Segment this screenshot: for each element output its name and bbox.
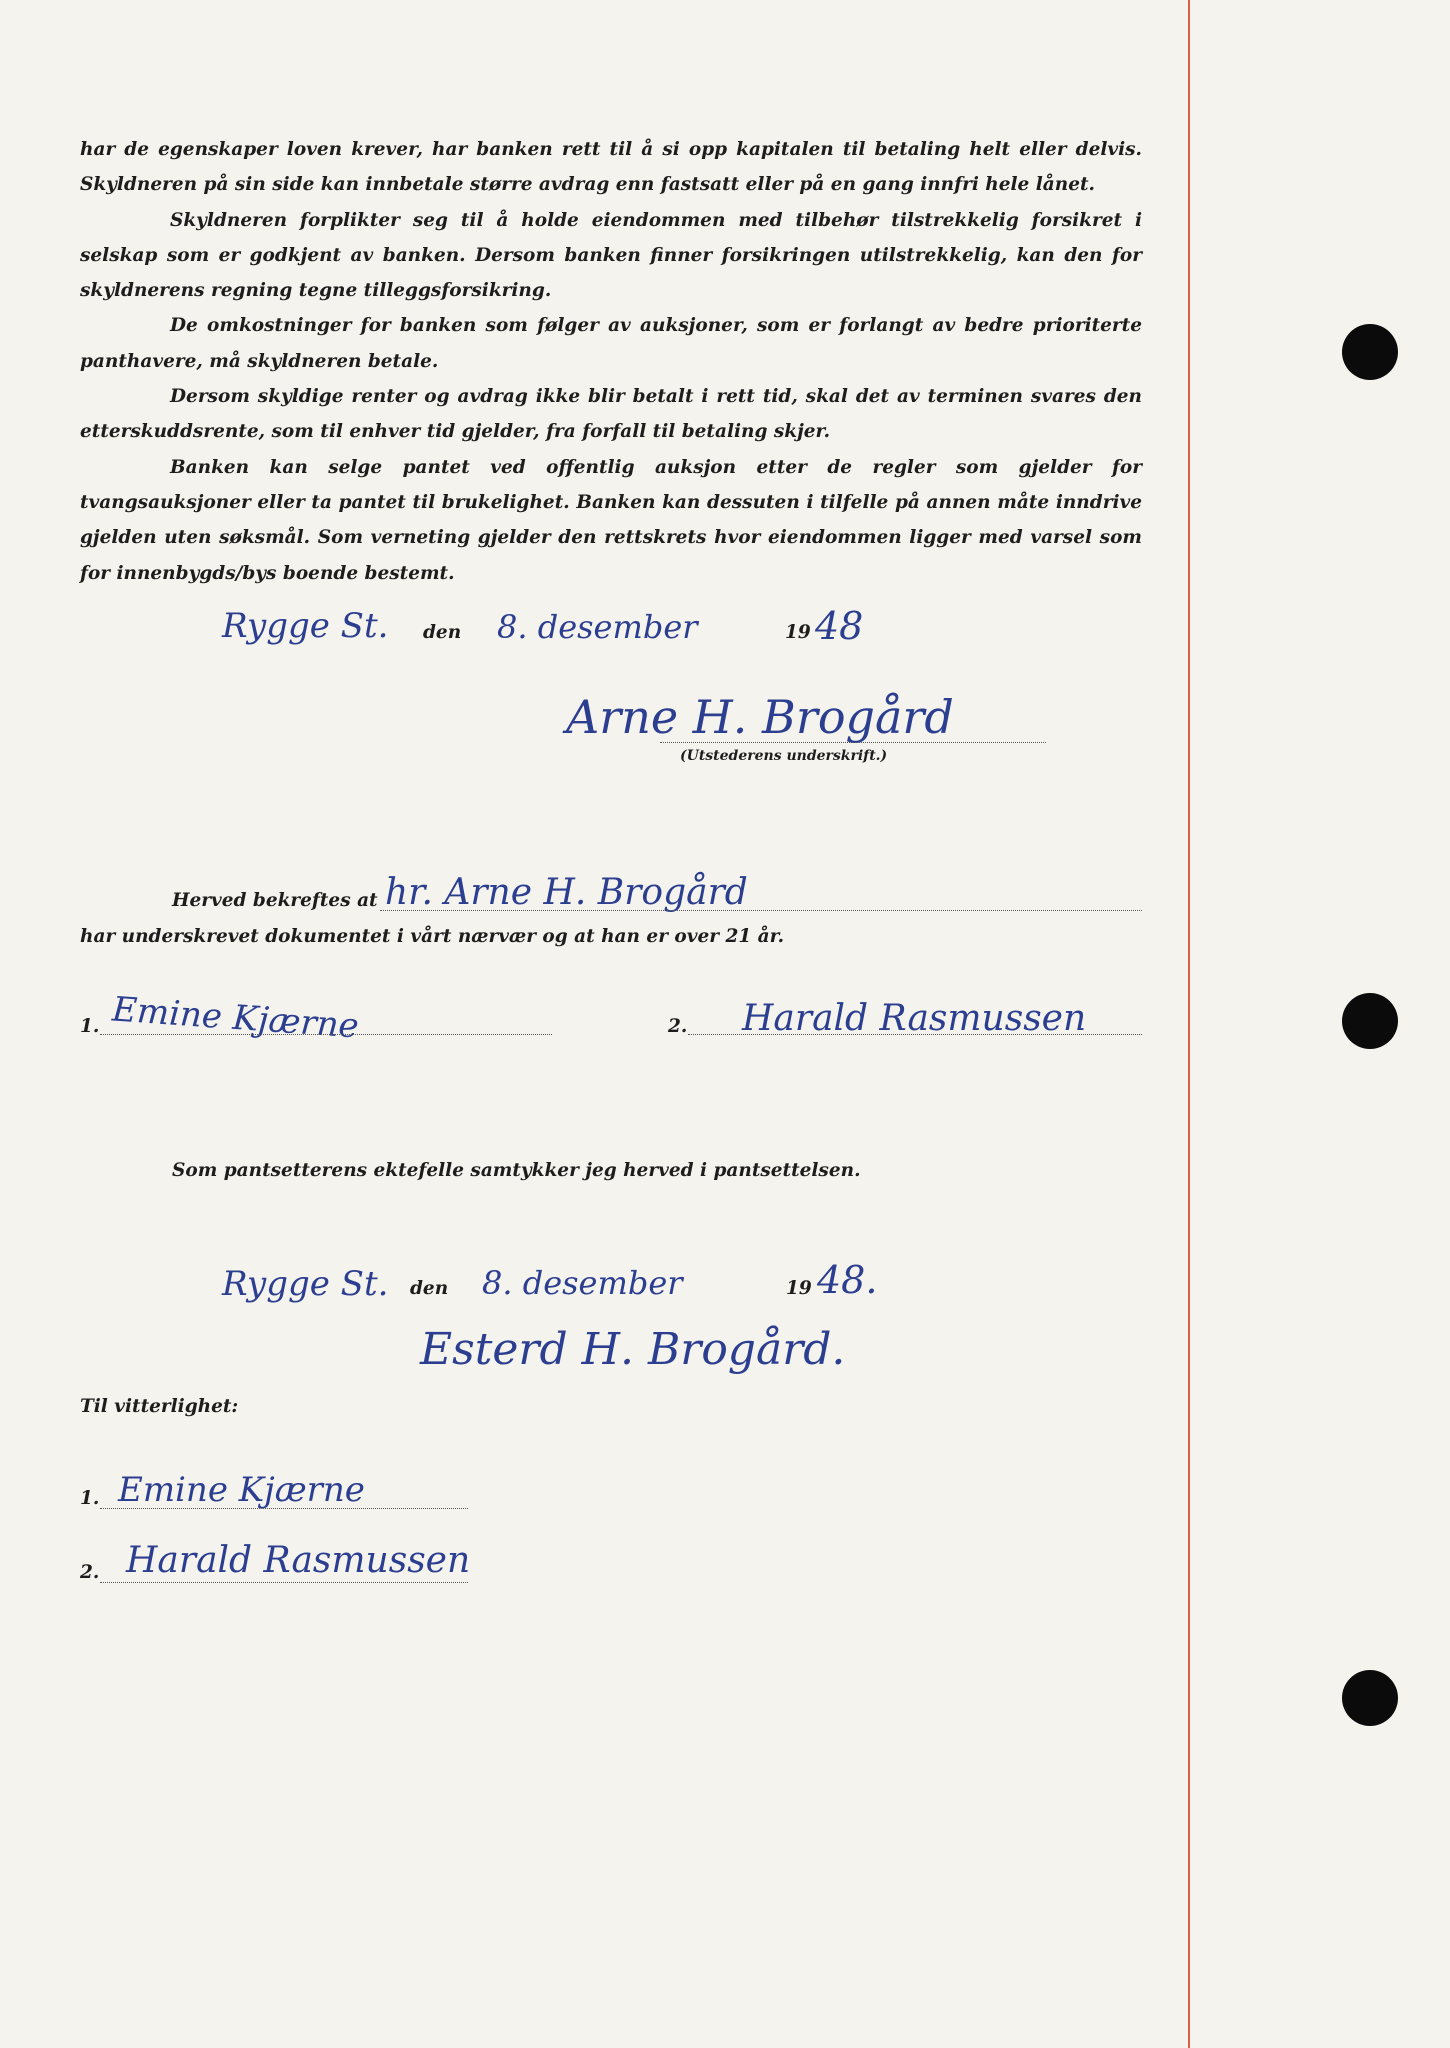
witness2-number: 2. [668, 1016, 688, 1037]
herved-label: Herved bekreftes at [172, 890, 378, 911]
witness1-signature: Emine Kjærne [110, 989, 361, 1047]
spouse-year-prefix: 19 [786, 1278, 812, 1299]
witnessing-line-1 [100, 1508, 468, 1509]
spouse-den-label: den [410, 1278, 449, 1299]
witnessing-label: Til vitterlighet: [80, 1396, 239, 1417]
witnessing-signature-2: Harald Rasmussen [126, 1540, 471, 1581]
confirmation-name-line [380, 910, 1142, 911]
spouse-year-suffix: 48. [817, 1258, 878, 1302]
confirmation-statement: har underskrevet dokumentet i vårt nærvær og at han er over 21 år. [80, 926, 785, 947]
issuer-year-suffix: 48 [815, 604, 864, 648]
issuer-signature: Arne H. Brogård [566, 690, 954, 744]
spouse-place: Rygge St. [222, 1264, 389, 1304]
punch-hole-middle [1342, 993, 1398, 1049]
witness2-signature: Harald Rasmussen [742, 998, 1087, 1039]
spouse-date: 8. desember [482, 1264, 683, 1302]
contract-terms [80, 132, 1142, 591]
witness1-line [100, 1034, 552, 1035]
punch-hole-top [1342, 324, 1398, 380]
witness1-number: 1. [80, 1016, 100, 1037]
witnessing-line-2 [100, 1582, 468, 1583]
witnessing-number-1: 1. [80, 1488, 100, 1509]
witness2-line [688, 1034, 1142, 1035]
punch-hole-bottom [1342, 1670, 1398, 1726]
issuer-date: 8. desember [497, 608, 698, 646]
terms-paragraph-3: De omkostninger for banken som følger av auksjoner, som er forlangt av bedre prioriterte panthavere, må skyldneren betale. [80, 315, 1142, 372]
witnessing-signature-1: Emine Kjærne [118, 1470, 365, 1510]
issuer-place: Rygge St. [222, 606, 389, 646]
terms-paragraph-2: Skyldneren forplikter seg til å holde eiendommen med tilbehør tilstrekkelig forsikret i selskap som er godkjent av banken. Dersom banken finner forsikringen utilstrekkelig, kan den for skyldnerens regning tegne tilleggsforsikring. [80, 209, 1142, 302]
red-margin-line [1188, 0, 1190, 2048]
spouse-consent-statement: Som pantsetterens ektefelle samtykker jeg herved i pantsettelsen. [172, 1160, 861, 1181]
issuer-signature-caption: (Utstederens underskrift.) [680, 748, 888, 764]
issuer-signature-line [660, 742, 1046, 743]
terms-paragraph-4: Dersom skyldige renter og avdrag ikke blir betalt i rett tid, skal det av terminen svares den etterskuddsrente, som til enhver tid gjelder, fra forfall til betaling skjer. [80, 386, 1142, 443]
issuer-den-label: den [423, 622, 462, 643]
terms-paragraph-1: har de egenskaper loven krever, har banken rett til å si opp kapitalen til betaling helt eller delvis. Skyldneren på sin side kan innbetale større avdrag enn fastsatt eller på en gang innfri hele lånet. [80, 139, 1142, 196]
confirmed-person-name: hr. Arne H. Brogård [385, 872, 748, 913]
spouse-signature: Esterd H. Brogård. [420, 1324, 846, 1375]
witnessing-number-2: 2. [80, 1562, 100, 1583]
terms-paragraph-5: Banken kan selge pantet ved offentlig auksjon etter de regler som gjelder for tvangsauksjoner eller ta pantet til brukelighet. Banken kan dessuten i tilfelle på annen måte inndrive gjelden uten søksmål. Som verneting gjelder den rettskrets hvor eiendommen ligger med varsel som for innenbygds/bys boende bestemt. [80, 456, 1142, 584]
issuer-year-prefix: 19 [785, 622, 811, 643]
